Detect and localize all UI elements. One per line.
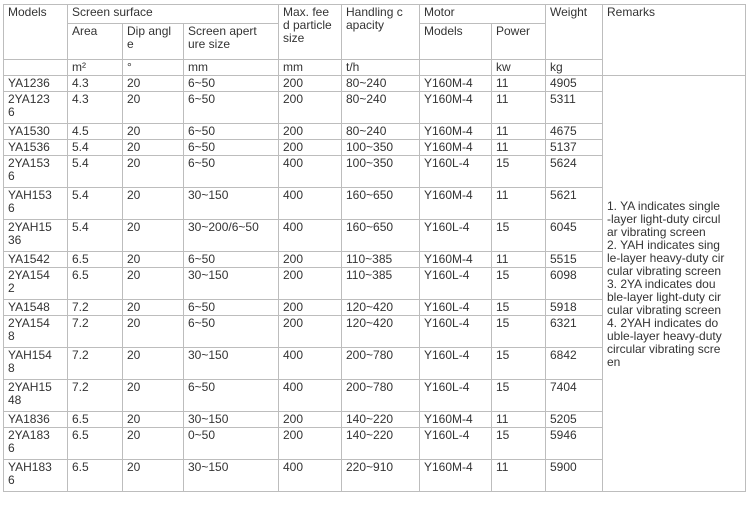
cell-area: 5.4 [68, 188, 123, 220]
cell-capacity: 80~240 [342, 124, 420, 140]
cell-weight: 7404 [546, 380, 603, 412]
cell-dip-angle: 20 [123, 140, 184, 156]
unit-weight: kg [546, 60, 603, 76]
unit-area: m² [68, 60, 123, 76]
cell-area: 6.5 [68, 268, 123, 300]
cell-weight: 5621 [546, 188, 603, 220]
cell-dip-angle: 20 [123, 76, 184, 92]
cell-weight: 5918 [546, 300, 603, 316]
cell-max-feed: 200 [279, 76, 342, 92]
header-screen-surface: Screen surface [68, 5, 279, 24]
header-models: Models [4, 5, 68, 60]
cell-area: 7.2 [68, 348, 123, 380]
cell-weight: 4675 [546, 124, 603, 140]
unit-motor-models [420, 60, 492, 76]
cell-motor-model: Y160L-4 [420, 316, 492, 348]
cell-aperture: 30~150 [184, 412, 279, 428]
cell-model: YAH153 6 [4, 188, 68, 220]
cell-aperture: 30~150 [184, 188, 279, 220]
cell-weight: 5515 [546, 252, 603, 268]
header-screen-aperture: Screen apert ure size [184, 24, 279, 60]
cell-motor-model: Y160L-4 [420, 348, 492, 380]
cell-area: 4.5 [68, 124, 123, 140]
cell-motor-model: Y160M-4 [420, 412, 492, 428]
cell-max-feed: 200 [279, 412, 342, 428]
cell-aperture: 6~50 [184, 140, 279, 156]
remarks-text: 1. YA indicates single -layer light-duty circul ar vibrating screen 2. YAH indicates sing le-layer heavy-duty cir cular vibrating screen 3. 2YA indicates dou ble-layer light-duty cir cular vibrating screen 4. 2YAH indicates do uble-layer heavy-duty circular vibrating scre en [603, 76, 746, 492]
cell-model: YA1236 [4, 76, 68, 92]
cell-power: 15 [492, 316, 546, 348]
spec-table [3, 4, 746, 492]
cell-capacity: 200~780 [342, 348, 420, 380]
cell-capacity: 140~220 [342, 412, 420, 428]
cell-max-feed: 200 [279, 140, 342, 156]
cell-motor-model: Y160M-4 [420, 460, 492, 492]
cell-weight: 6321 [546, 316, 603, 348]
cell-area: 7.2 [68, 380, 123, 412]
cell-max-feed: 400 [279, 220, 342, 252]
cell-weight: 5137 [546, 140, 603, 156]
cell-weight: 4905 [546, 76, 603, 92]
cell-max-feed: 400 [279, 380, 342, 412]
cell-weight: 6098 [546, 268, 603, 300]
cell-area: 6.5 [68, 252, 123, 268]
cell-motor-model: Y160M-4 [420, 76, 492, 92]
cell-dip-angle: 20 [123, 268, 184, 300]
cell-max-feed: 400 [279, 156, 342, 188]
cell-power: 15 [492, 268, 546, 300]
cell-dip-angle: 20 [123, 156, 184, 188]
cell-model: YAH154 8 [4, 348, 68, 380]
cell-capacity: 110~385 [342, 252, 420, 268]
cell-max-feed: 400 [279, 188, 342, 220]
cell-motor-model: Y160L-4 [420, 300, 492, 316]
cell-power: 11 [492, 124, 546, 140]
header-area: Area [68, 24, 123, 60]
cell-aperture: 6~50 [184, 124, 279, 140]
cell-dip-angle: 20 [123, 316, 184, 348]
unit-handling: t/h [342, 60, 420, 76]
cell-capacity: 110~385 [342, 268, 420, 300]
header-max-feed: Max. fee d particle size [279, 5, 342, 60]
cell-area: 7.2 [68, 316, 123, 348]
cell-capacity: 80~240 [342, 92, 420, 124]
cell-capacity: 120~420 [342, 316, 420, 348]
cell-weight: 6842 [546, 348, 603, 380]
cell-model: YA1536 [4, 140, 68, 156]
cell-model: 2YA183 6 [4, 428, 68, 460]
cell-model: 2YA153 6 [4, 156, 68, 188]
cell-area: 4.3 [68, 92, 123, 124]
cell-power: 15 [492, 428, 546, 460]
cell-power: 11 [492, 252, 546, 268]
cell-area: 5.4 [68, 156, 123, 188]
cell-max-feed: 200 [279, 268, 342, 300]
cell-dip-angle: 20 [123, 380, 184, 412]
cell-aperture: 30~150 [184, 348, 279, 380]
cell-motor-model: Y160M-4 [420, 252, 492, 268]
cell-max-feed: 200 [279, 124, 342, 140]
cell-capacity: 140~220 [342, 428, 420, 460]
unit-max-feed: mm [279, 60, 342, 76]
cell-dip-angle: 20 [123, 220, 184, 252]
cell-motor-model: Y160M-4 [420, 92, 492, 124]
cell-dip-angle: 20 [123, 92, 184, 124]
cell-capacity: 80~240 [342, 76, 420, 92]
cell-max-feed: 200 [279, 300, 342, 316]
cell-dip-angle: 20 [123, 412, 184, 428]
cell-aperture: 6~50 [184, 300, 279, 316]
cell-aperture: 6~50 [184, 156, 279, 188]
cell-aperture: 6~50 [184, 252, 279, 268]
cell-power: 15 [492, 348, 546, 380]
cell-model: 2YAH15 36 [4, 220, 68, 252]
cell-model: YAH183 6 [4, 460, 68, 492]
cell-power: 11 [492, 412, 546, 428]
cell-dip-angle: 20 [123, 348, 184, 380]
cell-dip-angle: 20 [123, 300, 184, 316]
cell-model: 2YA123 6 [4, 92, 68, 124]
cell-weight: 6045 [546, 220, 603, 252]
cell-dip-angle: 20 [123, 252, 184, 268]
cell-motor-model: Y160M-4 [420, 124, 492, 140]
cell-power: 11 [492, 140, 546, 156]
header-motor: Motor [420, 5, 546, 24]
cell-max-feed: 400 [279, 460, 342, 492]
cell-model: YA1836 [4, 412, 68, 428]
cell-model: YA1548 [4, 300, 68, 316]
cell-aperture: 6~50 [184, 380, 279, 412]
cell-model: 2YAH15 48 [4, 380, 68, 412]
cell-aperture: 30~150 [184, 460, 279, 492]
cell-area: 5.4 [68, 140, 123, 156]
cell-motor-model: Y160L-4 [420, 268, 492, 300]
cell-model: 2YA154 8 [4, 316, 68, 348]
table-row [4, 76, 746, 92]
cell-capacity: 200~780 [342, 380, 420, 412]
cell-model: YA1530 [4, 124, 68, 140]
cell-aperture: 30~150 [184, 268, 279, 300]
cell-max-feed: 400 [279, 348, 342, 380]
cell-capacity: 160~650 [342, 220, 420, 252]
cell-power: 11 [492, 92, 546, 124]
cell-motor-model: Y160L-4 [420, 156, 492, 188]
cell-motor-model: Y160M-4 [420, 188, 492, 220]
cell-motor-model: Y160L-4 [420, 380, 492, 412]
cell-max-feed: 200 [279, 428, 342, 460]
cell-power: 15 [492, 380, 546, 412]
cell-aperture: 6~50 [184, 316, 279, 348]
cell-power: 15 [492, 220, 546, 252]
cell-model: YA1542 [4, 252, 68, 268]
cell-weight: 5900 [546, 460, 603, 492]
cell-aperture: 0~50 [184, 428, 279, 460]
cell-capacity: 160~650 [342, 188, 420, 220]
cell-power: 11 [492, 460, 546, 492]
cell-max-feed: 200 [279, 92, 342, 124]
cell-weight: 5624 [546, 156, 603, 188]
unit-dip: ° [123, 60, 184, 76]
cell-dip-angle: 20 [123, 428, 184, 460]
cell-capacity: 120~420 [342, 300, 420, 316]
header-remarks: Remarks [603, 5, 746, 76]
unit-power: kw [492, 60, 546, 76]
cell-aperture: 6~50 [184, 92, 279, 124]
cell-capacity: 100~350 [342, 140, 420, 156]
cell-area: 4.3 [68, 76, 123, 92]
header-dip-angle: Dip angl e [123, 24, 184, 60]
cell-dip-angle: 20 [123, 460, 184, 492]
cell-power: 11 [492, 76, 546, 92]
unit-aperture: mm [184, 60, 279, 76]
cell-dip-angle: 20 [123, 188, 184, 220]
unit-models [4, 60, 68, 76]
cell-power: 11 [492, 188, 546, 220]
cell-area: 6.5 [68, 428, 123, 460]
cell-power: 15 [492, 156, 546, 188]
cell-max-feed: 200 [279, 316, 342, 348]
header-handling-capacity: Handling c apacity [342, 5, 420, 60]
cell-motor-model: Y160L-4 [420, 428, 492, 460]
cell-motor-model: Y160L-4 [420, 220, 492, 252]
cell-weight: 5205 [546, 412, 603, 428]
cell-max-feed: 200 [279, 252, 342, 268]
cell-area: 6.5 [68, 460, 123, 492]
cell-area: 7.2 [68, 300, 123, 316]
cell-aperture: 6~50 [184, 76, 279, 92]
cell-weight: 5946 [546, 428, 603, 460]
cell-capacity: 220~910 [342, 460, 420, 492]
cell-motor-model: Y160M-4 [420, 140, 492, 156]
cell-power: 15 [492, 300, 546, 316]
header-motor-models: Models [420, 24, 492, 60]
header-weight: Weight [546, 5, 603, 60]
cell-weight: 5311 [546, 92, 603, 124]
cell-aperture: 30~200/6~50 [184, 220, 279, 252]
cell-area: 6.5 [68, 412, 123, 428]
cell-dip-angle: 20 [123, 124, 184, 140]
header-power: Power [492, 24, 546, 60]
cell-capacity: 100~350 [342, 156, 420, 188]
cell-model: 2YA154 2 [4, 268, 68, 300]
cell-area: 5.4 [68, 220, 123, 252]
